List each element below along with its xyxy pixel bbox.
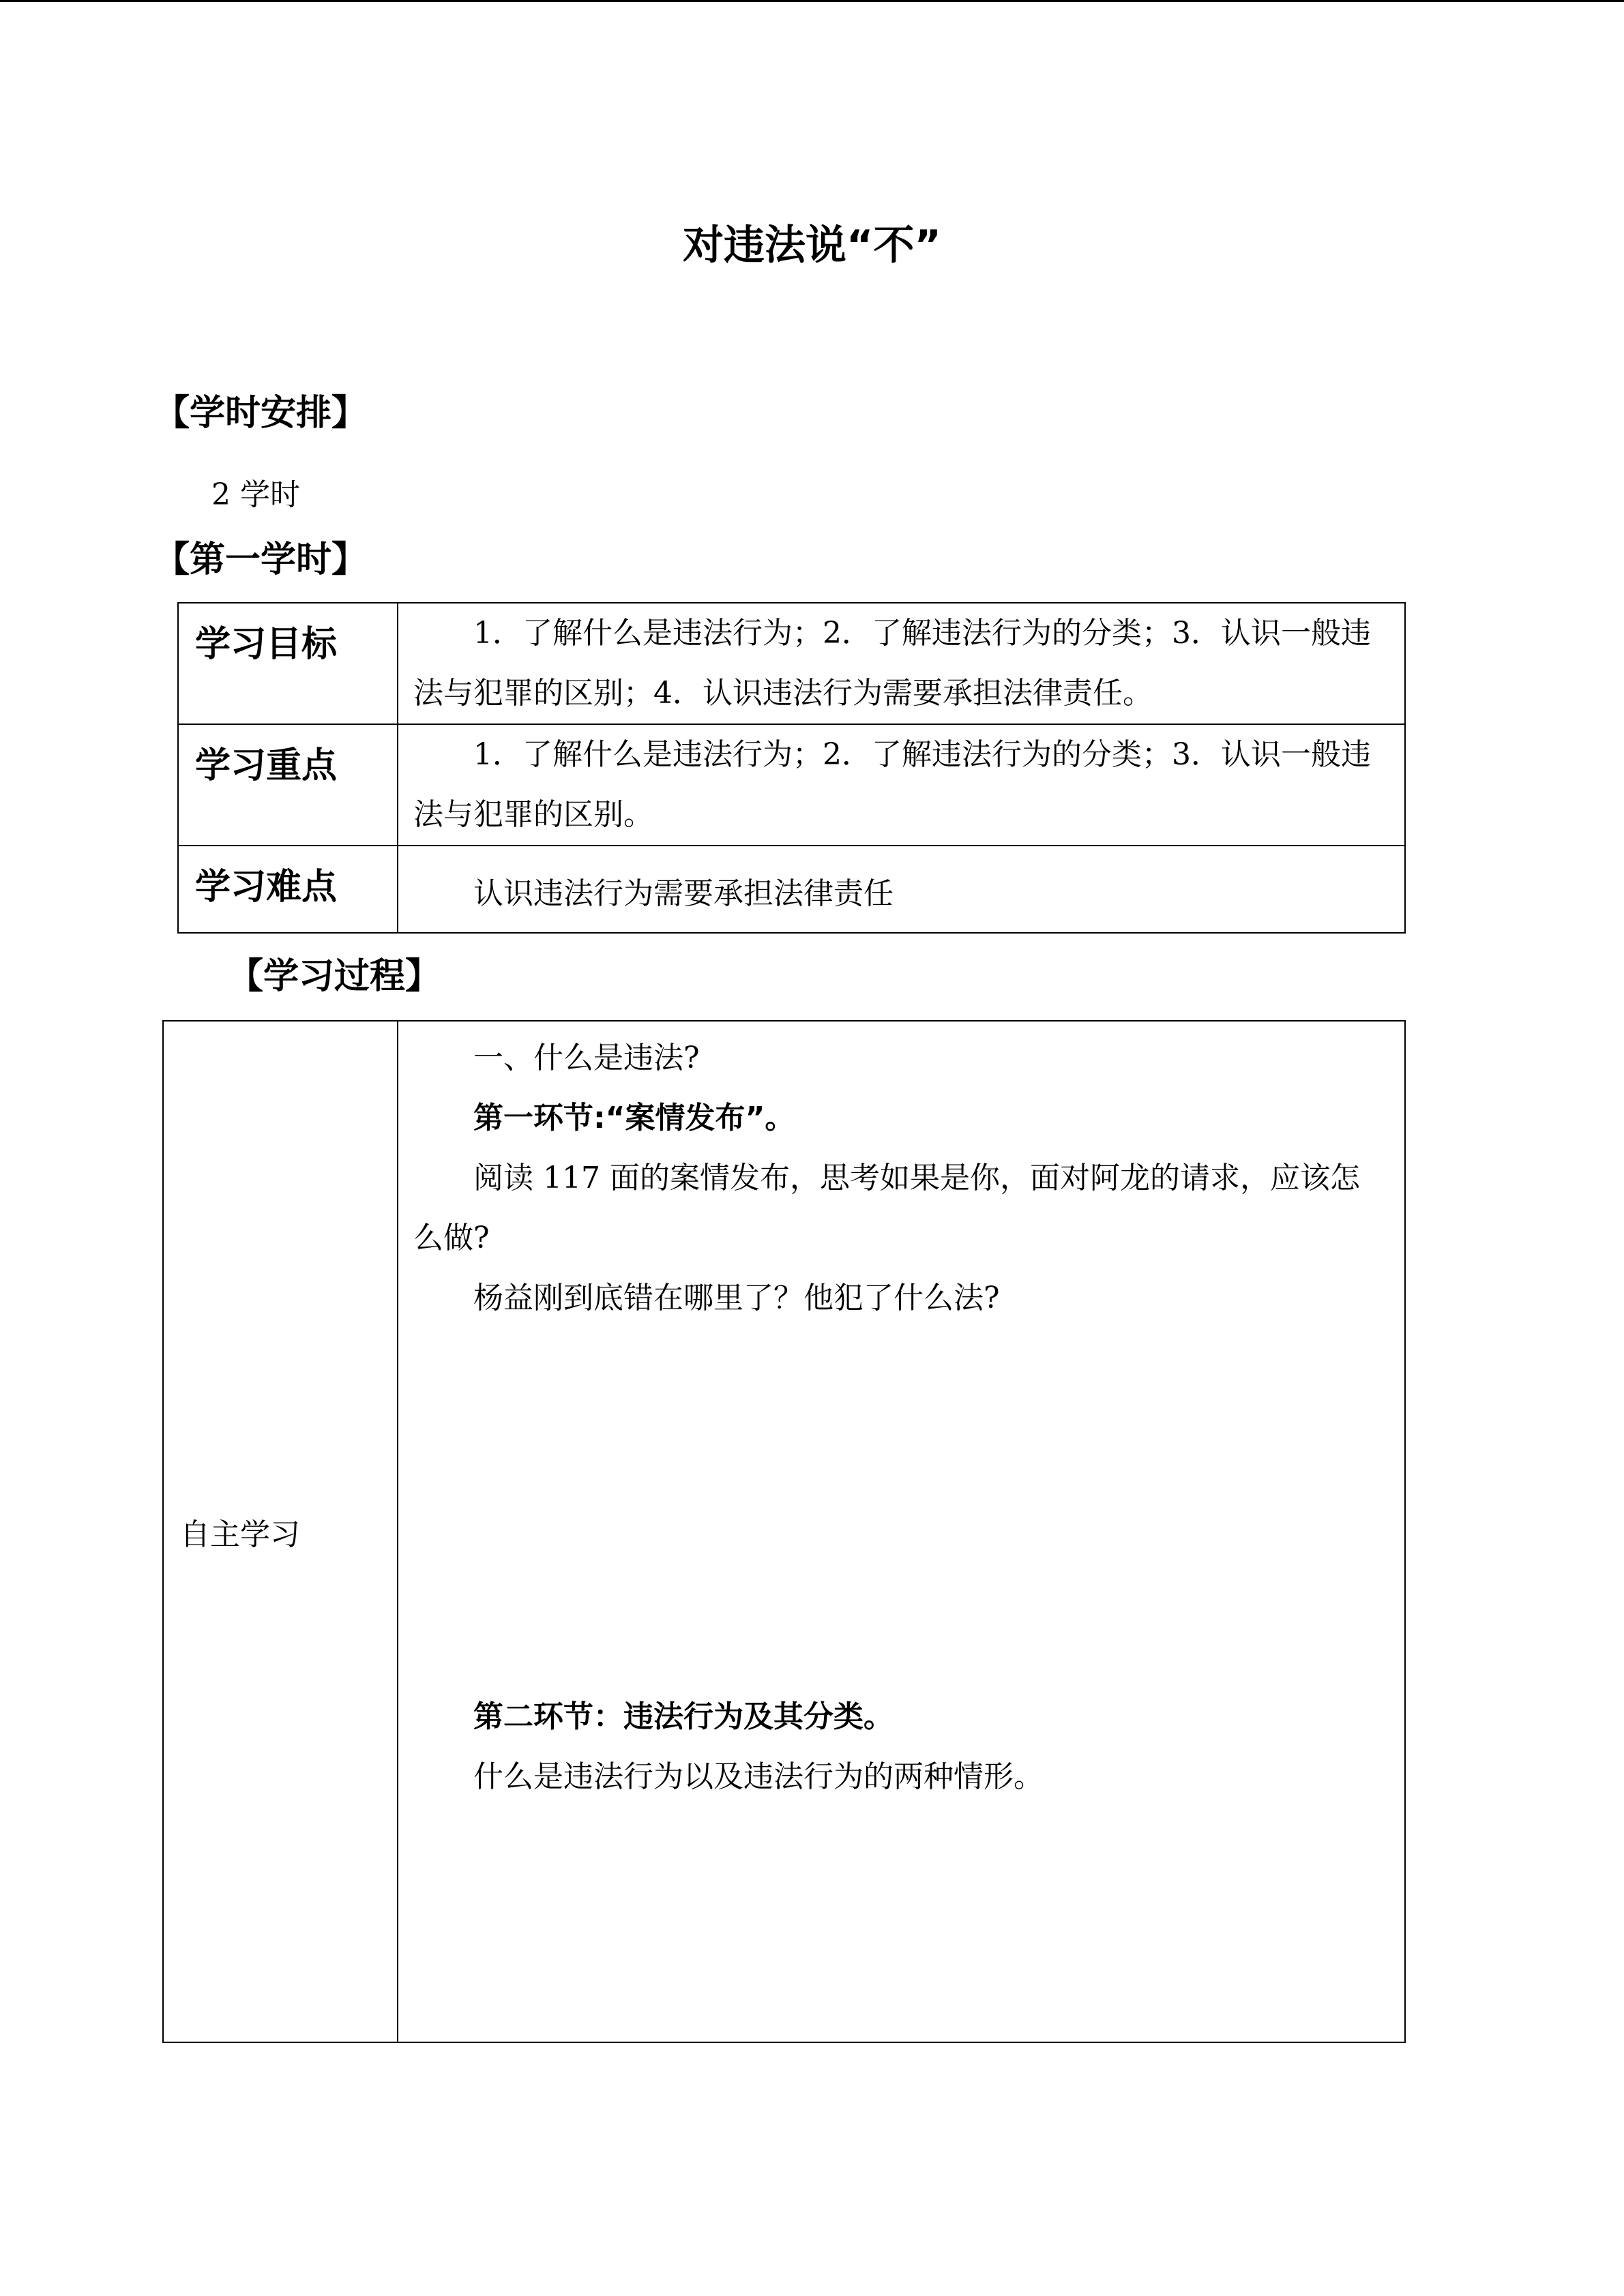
question-what-is-illegal: 一、什么是违法? <box>473 1041 700 1075</box>
difficulties-label: 学习难点 <box>178 846 398 933</box>
objectives-table <box>177 602 1406 934</box>
table-row <box>163 1021 1405 2042</box>
table-row <box>178 603 1405 724</box>
key-points-label: 学习重点 <box>178 724 398 846</box>
schedule-value: 2 学时 <box>211 477 300 512</box>
step1-title: 第一环节:“案情发布”。 <box>473 1101 795 1135</box>
table-row <box>178 724 1405 846</box>
step2-text: 什么是违法行为以及违法行为的两种情形。 <box>473 1759 1044 1794</box>
objectives-label: 学习目标 <box>178 603 398 724</box>
schedule-heading: 【学时安排】 <box>154 393 368 434</box>
step1-text: 阅读 117 面的案情发布，思考如果是你，面对阿龙的请求，应该怎么做? <box>413 1161 1360 1255</box>
table-row <box>178 846 1405 933</box>
difficulties-content: 认识违法行为需要承担法律责任 <box>473 876 894 911</box>
key-points-content: 1．了解什么是违法行为；2．了解违法行为的分类；3．认识一般违法与犯罪的区别。 <box>413 737 1371 832</box>
first-period-heading: 【第一学时】 <box>154 539 368 580</box>
top-border-line <box>0 0 1624 2</box>
process-heading: 【学习过程】 <box>228 956 441 997</box>
objectives-content: 1．了解什么是违法行为；2．了解违法行为的分类；3．认识一般违法与犯罪的区别；4．认识违法行为需要承担法律责任。 <box>413 616 1371 711</box>
document-title: 对违法说“不” <box>683 222 941 269</box>
process-table <box>162 1020 1406 2043</box>
self-study-label: 自主学习 <box>163 1021 398 2042</box>
step2-title: 第二环节：违法行为及其分类。 <box>473 1699 894 1734</box>
step1-question: 杨益刚到底错在哪里了？他犯了什么法? <box>473 1281 1000 1315</box>
